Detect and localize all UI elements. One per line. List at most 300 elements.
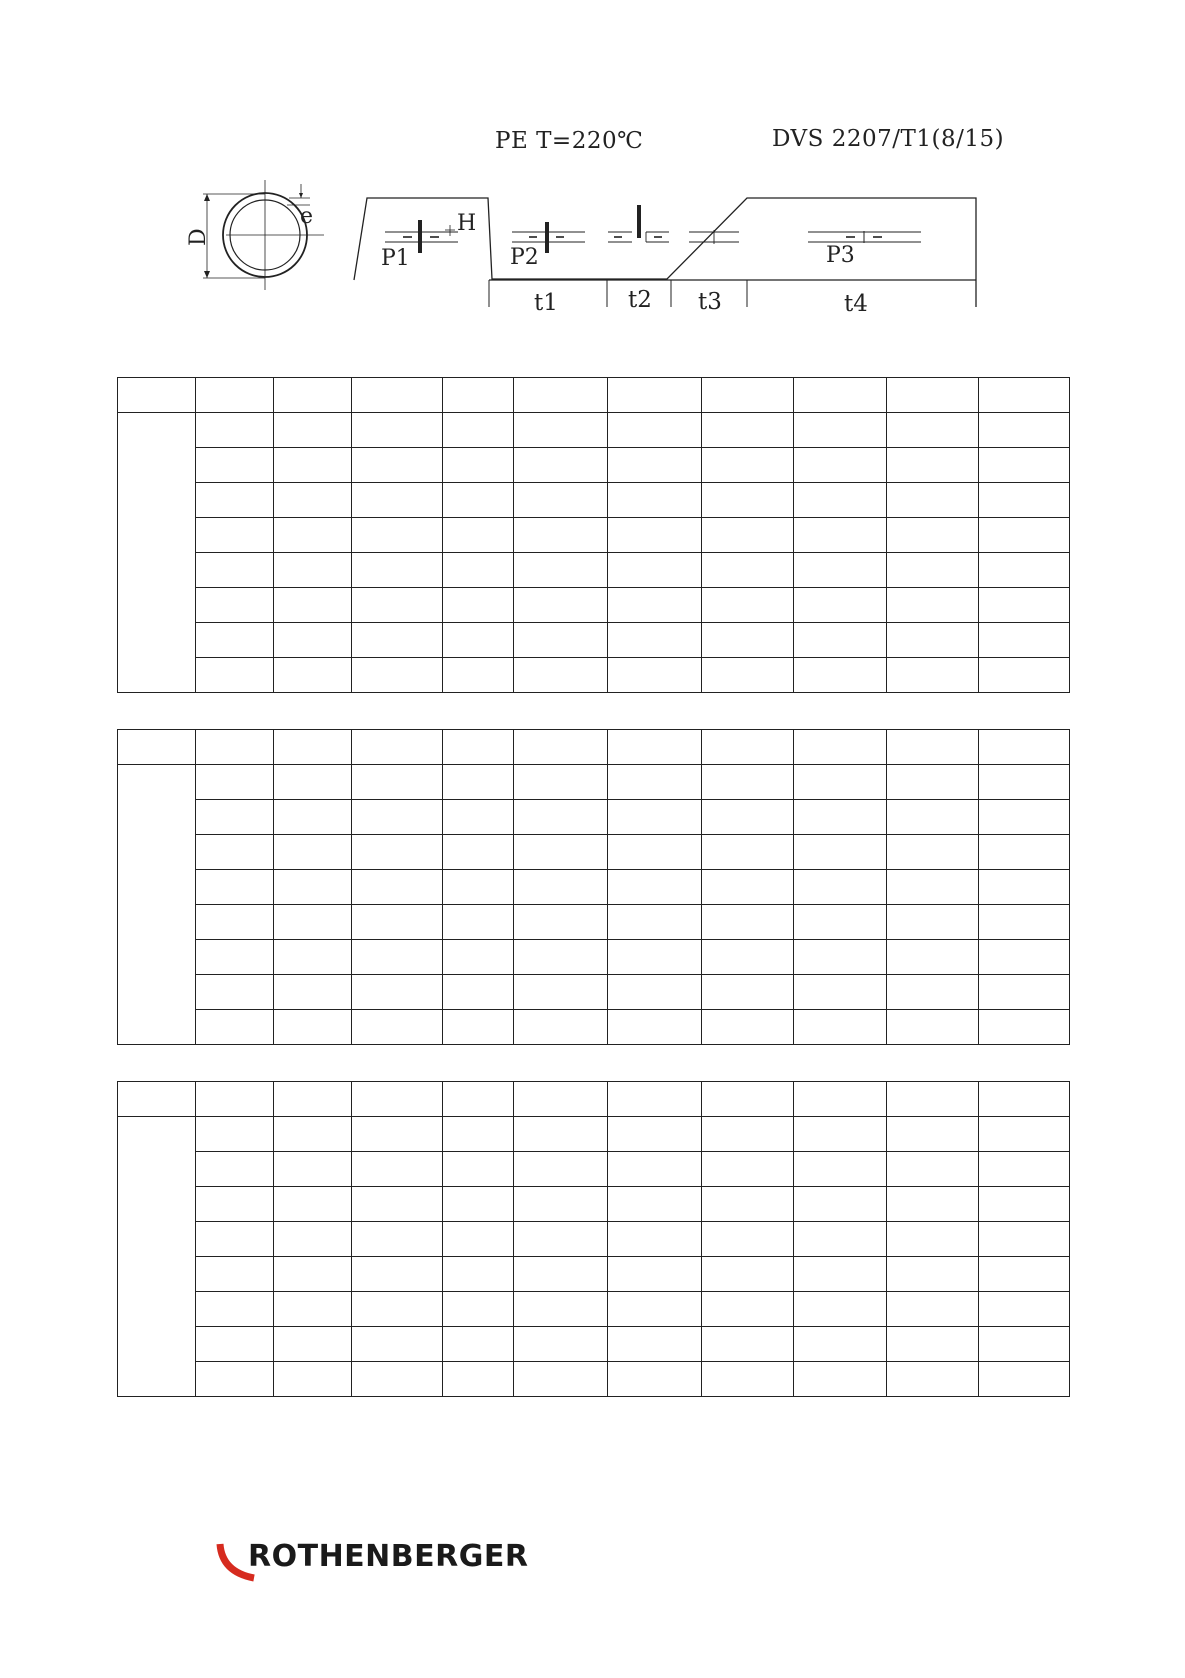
table-cell: [794, 1222, 887, 1257]
table-cell: [118, 1082, 196, 1117]
table-cell: [274, 975, 352, 1010]
table-header-row: [118, 730, 1070, 765]
table-cell: [274, 800, 352, 835]
wall-thickness-label: e: [300, 204, 314, 229]
pipe-cross-section: [203, 180, 324, 290]
table-cell: [979, 1222, 1070, 1257]
table-cell: [274, 413, 352, 448]
table-cell: [702, 1292, 794, 1327]
table-cell: [514, 940, 608, 975]
table-cell: [443, 1362, 514, 1397]
p1-label: P1: [381, 246, 410, 271]
table-cell: [352, 1082, 443, 1117]
table-cell: [887, 765, 979, 800]
table-cell: [887, 623, 979, 658]
table-cell: [887, 1117, 979, 1152]
table-cell: [887, 835, 979, 870]
table-cell: [514, 1327, 608, 1362]
table-cell: [702, 483, 794, 518]
table-cell: [979, 1362, 1070, 1397]
table-cell: [352, 835, 443, 870]
table-cell: [887, 658, 979, 693]
table-cell: [443, 378, 514, 413]
table-cell: [887, 1152, 979, 1187]
table-cell: [979, 940, 1070, 975]
table-cell: [514, 905, 608, 940]
table-cell: [887, 1222, 979, 1257]
table-cell: [887, 1082, 979, 1117]
table-cell: [608, 1327, 702, 1362]
table-cell: [352, 975, 443, 1010]
table-cell: [352, 1257, 443, 1292]
table-cell: [702, 975, 794, 1010]
table-cell: [608, 940, 702, 975]
table-cell: [196, 448, 274, 483]
table-cell: [196, 730, 274, 765]
table-cell: [196, 765, 274, 800]
table-cell: [514, 623, 608, 658]
table-cell: [443, 413, 514, 448]
table-cell: [352, 378, 443, 413]
table-cell: [887, 1292, 979, 1327]
table-cell: [794, 730, 887, 765]
table-cell: [979, 1327, 1070, 1362]
p3-label: P3: [826, 243, 855, 268]
table-cell: [979, 905, 1070, 940]
table-cell: [979, 1117, 1070, 1152]
table-cell: [702, 553, 794, 588]
table-cell: [352, 1292, 443, 1327]
table-cell: [887, 518, 979, 553]
table-cell: [274, 1222, 352, 1257]
welding-diagram: [0, 0, 1185, 330]
table-cell: [887, 1187, 979, 1222]
table-cell: [514, 1117, 608, 1152]
table-cell: [274, 905, 352, 940]
table-cell: [702, 1187, 794, 1222]
table-cell: [702, 1117, 794, 1152]
table-cell: [794, 975, 887, 1010]
table-cell: [196, 1362, 274, 1397]
table-cell: [443, 588, 514, 623]
table-cell: [887, 870, 979, 905]
table-cell: [514, 975, 608, 1010]
table-cell: [514, 658, 608, 693]
table-cell: [608, 658, 702, 693]
table-cell: [443, 905, 514, 940]
table-row: [118, 623, 1070, 658]
table-cell: [443, 623, 514, 658]
table-cell: [196, 870, 274, 905]
table-row: [118, 588, 1070, 623]
table-cell: [979, 448, 1070, 483]
table-cell: [979, 765, 1070, 800]
table-cell: [702, 1152, 794, 1187]
table-cell: [887, 1010, 979, 1045]
table-cell: [352, 1117, 443, 1152]
table-cell: [443, 658, 514, 693]
rothenberger-logo: [214, 1538, 529, 1588]
table-cell: [274, 448, 352, 483]
table-cell: [443, 1257, 514, 1292]
table-cell: [794, 765, 887, 800]
table-row: [118, 1362, 1070, 1397]
table-cell: [979, 483, 1070, 518]
table-cell: [443, 483, 514, 518]
header-standard: DVS 2207/T1(8/15): [772, 126, 1005, 152]
table-cell: [352, 1010, 443, 1045]
table-cell: [702, 765, 794, 800]
table-cell: [794, 905, 887, 940]
table-row: [118, 483, 1070, 518]
table-cell: [702, 623, 794, 658]
table-cell: [196, 1117, 274, 1152]
table-cell: [794, 940, 887, 975]
table-cell: [887, 975, 979, 1010]
diameter-label: D: [186, 228, 211, 246]
table-cell: [979, 870, 1070, 905]
table-cell: [794, 1327, 887, 1362]
table-cell: [979, 658, 1070, 693]
table-cell: [702, 800, 794, 835]
table-cell: [702, 1327, 794, 1362]
table-cell: [352, 1327, 443, 1362]
table-cell: [352, 413, 443, 448]
table-cell: [608, 483, 702, 518]
table-cell: [702, 378, 794, 413]
table-cell: [274, 1327, 352, 1362]
p2-label: P2: [510, 245, 539, 270]
table-cell: [196, 1222, 274, 1257]
table-cell: [196, 1187, 274, 1222]
table-cell: [352, 483, 443, 518]
brand-name: ROTHENBERGER: [248, 1539, 529, 1574]
table-cell: [887, 905, 979, 940]
table-cell: [196, 378, 274, 413]
table-cell: [514, 730, 608, 765]
table-cell: [274, 1082, 352, 1117]
table-cell: [794, 448, 887, 483]
table-cell: [196, 835, 274, 870]
t1-label: t1: [534, 290, 558, 316]
table-cell: [702, 518, 794, 553]
table-cell: [608, 730, 702, 765]
t2-label: t2: [628, 287, 652, 313]
table-cell: [979, 835, 1070, 870]
table-row: [118, 1010, 1070, 1045]
table-cell: [514, 870, 608, 905]
table-cell: [196, 413, 274, 448]
table-cell: [514, 800, 608, 835]
table-cell: [352, 658, 443, 693]
table-cell: [352, 553, 443, 588]
table-cell: [887, 413, 979, 448]
table-cell: [794, 588, 887, 623]
table-row: [118, 448, 1070, 483]
table-cell: [794, 800, 887, 835]
table-cell: [794, 1362, 887, 1397]
table-cell: [514, 1187, 608, 1222]
table-cell: [608, 448, 702, 483]
table-cell: [979, 623, 1070, 658]
table-cell: [608, 870, 702, 905]
table-cell: [443, 1222, 514, 1257]
table-cell: [196, 1152, 274, 1187]
table-cell: [196, 800, 274, 835]
table-cell: [274, 1292, 352, 1327]
table-cell: [196, 905, 274, 940]
table-cell: [514, 765, 608, 800]
table-cell: [702, 1362, 794, 1397]
table-row: [118, 870, 1070, 905]
table-cell: [443, 1082, 514, 1117]
table-cell: [443, 1152, 514, 1187]
table-cell: [352, 765, 443, 800]
table-cell: [979, 1257, 1070, 1292]
table-cell: [979, 800, 1070, 835]
table-group-cell: [118, 765, 196, 1045]
table-cell: [794, 835, 887, 870]
table-cell: [514, 413, 608, 448]
table-row: [118, 658, 1070, 693]
table-cell: [514, 1152, 608, 1187]
table-cell: [514, 483, 608, 518]
t4-label: t4: [844, 291, 868, 317]
table-cell: [979, 518, 1070, 553]
table-cell: [887, 730, 979, 765]
table-cell: [274, 765, 352, 800]
table-cell: [608, 1362, 702, 1397]
table-cell: [514, 1010, 608, 1045]
t3-label: t3: [698, 289, 722, 315]
table-row: [118, 1257, 1070, 1292]
table-row: [118, 553, 1070, 588]
table-cell: [352, 905, 443, 940]
table-group-cell: [118, 413, 196, 693]
table-cell: [443, 518, 514, 553]
table-header-row: [118, 378, 1070, 413]
table-cell: [608, 1292, 702, 1327]
table-cell: [608, 518, 702, 553]
table-cell: [443, 835, 514, 870]
table-cell: [196, 1257, 274, 1292]
table-cell: [514, 835, 608, 870]
table-cell: [702, 588, 794, 623]
table-cell: [352, 1362, 443, 1397]
table-row: [118, 1117, 1070, 1152]
table-cell: [514, 1292, 608, 1327]
table-cell: [794, 518, 887, 553]
table-cell: [887, 1327, 979, 1362]
table-cell: [274, 658, 352, 693]
table-cell: [979, 413, 1070, 448]
table-cell: [443, 765, 514, 800]
table-cell: [514, 1082, 608, 1117]
table-cell: [608, 1152, 702, 1187]
table-group-cell: [118, 1117, 196, 1397]
table-row: [118, 975, 1070, 1010]
table-cell: [443, 1010, 514, 1045]
table-row: [118, 1187, 1070, 1222]
table-cell: [274, 1152, 352, 1187]
table-row: [118, 905, 1070, 940]
table-cell: [352, 1187, 443, 1222]
table-cell: [979, 730, 1070, 765]
table-cell: [443, 448, 514, 483]
table-cell: [196, 588, 274, 623]
table-cell: [887, 940, 979, 975]
table-cell: [702, 658, 794, 693]
table-cell: [352, 1222, 443, 1257]
table-cell: [274, 940, 352, 975]
table-cell: [196, 1082, 274, 1117]
table-cell: [702, 905, 794, 940]
table-row: [118, 413, 1070, 448]
table-cell: [443, 730, 514, 765]
table-cell: [794, 623, 887, 658]
table-row: [118, 1152, 1070, 1187]
table-cell: [443, 800, 514, 835]
table-cell: [352, 588, 443, 623]
table-cell: [196, 483, 274, 518]
table-cell: [794, 553, 887, 588]
table-cell: [274, 870, 352, 905]
table-cell: [196, 1010, 274, 1045]
table-cell: [608, 905, 702, 940]
table-cell: [608, 623, 702, 658]
table-cell: [608, 765, 702, 800]
table-cell: [608, 1257, 702, 1292]
phase-t3-symbol: [689, 230, 739, 244]
table-cell: [274, 1257, 352, 1292]
table-cell: [608, 975, 702, 1010]
table-cell: [702, 1010, 794, 1045]
table-cell: [274, 518, 352, 553]
table-cell: [274, 483, 352, 518]
table-cell: [274, 378, 352, 413]
table-cell: [274, 623, 352, 658]
table-cell: [979, 553, 1070, 588]
table-cell: [887, 378, 979, 413]
table-cell: [352, 870, 443, 905]
table-cell: [702, 870, 794, 905]
table-cell: [979, 1292, 1070, 1327]
table-cell: [979, 588, 1070, 623]
table-cell: [443, 870, 514, 905]
table-cell: [887, 1257, 979, 1292]
table-cell: [702, 730, 794, 765]
table-cell: [196, 553, 274, 588]
table-cell: [608, 1117, 702, 1152]
table-cell: [274, 1117, 352, 1152]
table-cell: [608, 588, 702, 623]
table-cell: [702, 413, 794, 448]
table-cell: [702, 940, 794, 975]
table-cell: [608, 800, 702, 835]
table-cell: [979, 1187, 1070, 1222]
table-cell: [608, 553, 702, 588]
table-cell: [608, 1222, 702, 1257]
table-cell: [443, 1187, 514, 1222]
table-cell: [514, 1362, 608, 1397]
pressure-time-curve: [354, 198, 976, 307]
table-cell: [274, 588, 352, 623]
table-cell: [514, 553, 608, 588]
table-cell: [443, 1292, 514, 1327]
table-cell: [196, 1327, 274, 1362]
table-cell: [794, 1152, 887, 1187]
table-cell: [794, 658, 887, 693]
table-cell: [196, 1292, 274, 1327]
table-row: [118, 940, 1070, 975]
table-header-row: [118, 1082, 1070, 1117]
table-cell: [443, 553, 514, 588]
table-cell: [794, 1082, 887, 1117]
table-cell: [794, 378, 887, 413]
table-cell: [118, 378, 196, 413]
table-cell: [887, 800, 979, 835]
parameter-table-2: [117, 729, 1070, 1045]
table-row: [118, 1327, 1070, 1362]
table-row: [118, 518, 1070, 553]
table-row: [118, 800, 1070, 835]
table-cell: [274, 730, 352, 765]
table-cell: [608, 835, 702, 870]
table-row: [118, 835, 1070, 870]
table-cell: [979, 1082, 1070, 1117]
table-cell: [196, 940, 274, 975]
header-material-temp: PE T=220℃: [495, 128, 644, 154]
phase-p3-symbol: [808, 231, 921, 243]
table-cell: [702, 1082, 794, 1117]
table-cell: [702, 1222, 794, 1257]
parameter-table-3: [117, 1081, 1070, 1397]
table-cell: [887, 588, 979, 623]
table-cell: [608, 1010, 702, 1045]
table-cell: [887, 553, 979, 588]
table-cell: [274, 1010, 352, 1045]
table-cell: [794, 413, 887, 448]
table-cell: [608, 378, 702, 413]
table-cell: [352, 1152, 443, 1187]
table-cell: [443, 975, 514, 1010]
table-cell: [794, 870, 887, 905]
table-cell: [702, 835, 794, 870]
table-cell: [702, 448, 794, 483]
table-cell: [196, 975, 274, 1010]
table-cell: [274, 553, 352, 588]
table-cell: [608, 413, 702, 448]
table-cell: [887, 1362, 979, 1397]
table-row: [118, 1292, 1070, 1327]
table-cell: [794, 1187, 887, 1222]
table-cell: [979, 378, 1070, 413]
table-cell: [352, 940, 443, 975]
table-cell: [514, 378, 608, 413]
table-cell: [196, 518, 274, 553]
table-cell: [352, 800, 443, 835]
table-cell: [979, 1010, 1070, 1045]
table-cell: [196, 623, 274, 658]
table-cell: [352, 448, 443, 483]
table-cell: [608, 1187, 702, 1222]
table-cell: [514, 1257, 608, 1292]
table-cell: [794, 1257, 887, 1292]
parameter-table-1: [117, 377, 1070, 693]
table-cell: [443, 1327, 514, 1362]
table-cell: [887, 483, 979, 518]
table-cell: [514, 588, 608, 623]
